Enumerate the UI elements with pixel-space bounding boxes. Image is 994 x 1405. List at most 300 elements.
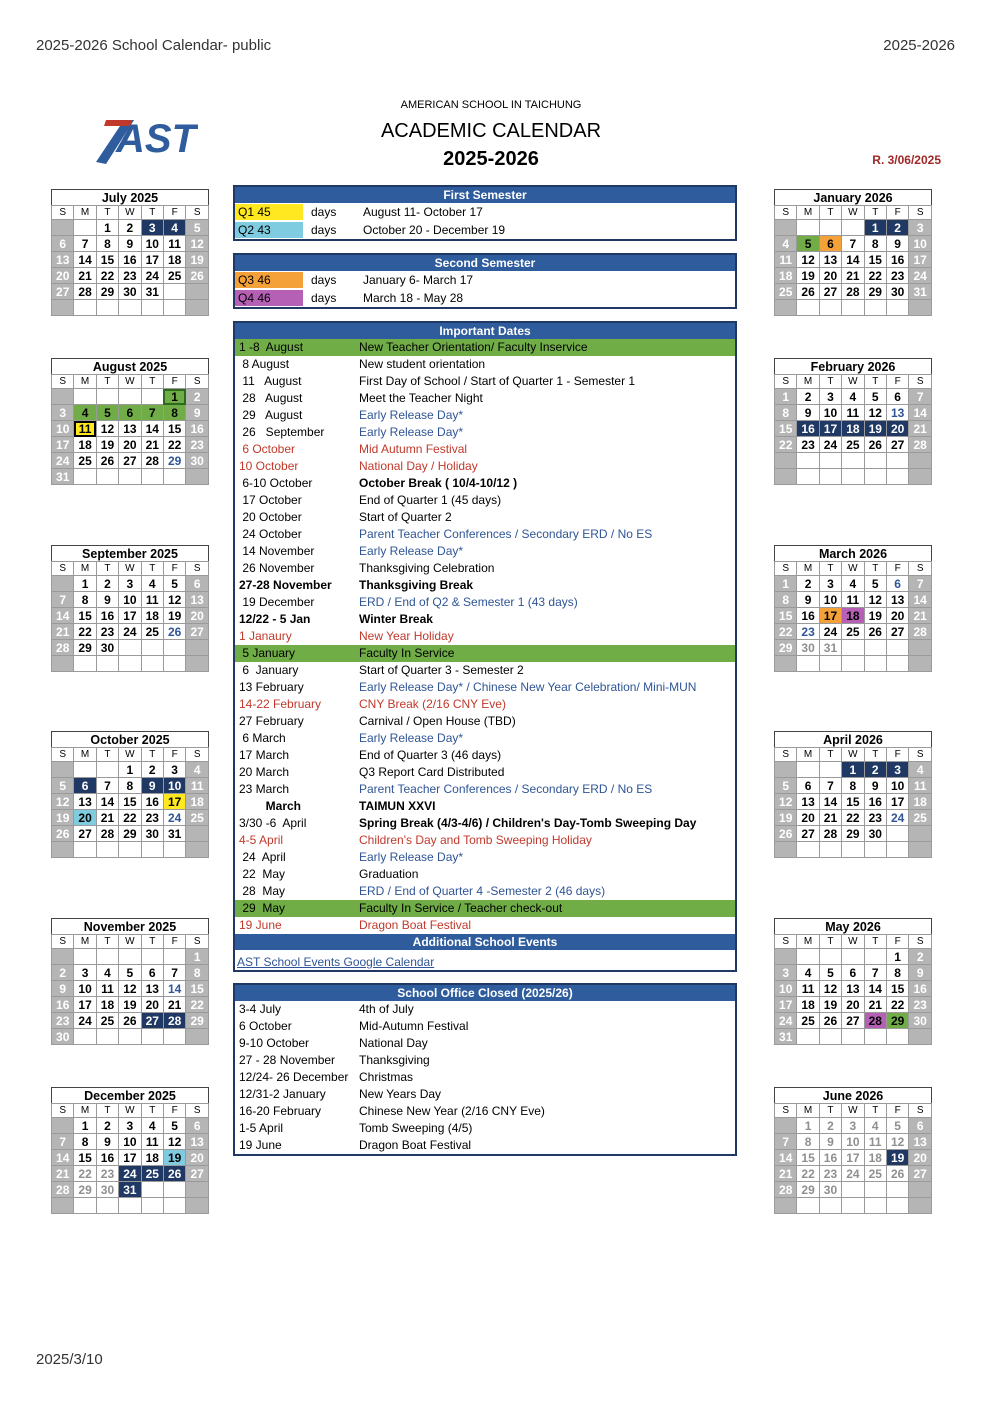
calendar-day (909, 1198, 932, 1214)
calendar-day: 7 (842, 236, 864, 252)
calendar-day: 21 (52, 1166, 74, 1182)
calendar-day: 13 (186, 592, 209, 608)
calendar-day: 24 (819, 624, 841, 640)
calendar-day: 22 (186, 997, 209, 1013)
calendar-day (141, 640, 163, 656)
calendar-day (909, 826, 932, 842)
weekday-header: S (186, 1104, 209, 1118)
calendar-day: 27 (186, 624, 209, 640)
calendar-day: 31 (163, 826, 185, 842)
calendar-day (909, 1182, 932, 1198)
calendar-day: 27 (886, 437, 908, 453)
calendar-day (141, 842, 163, 858)
calendar-day: 5 (886, 1118, 908, 1134)
important-date: 26 November (239, 561, 315, 575)
calendar-day: 5 (819, 965, 841, 981)
calendar-day: 5 (119, 965, 141, 981)
calendar-day: 6 (797, 778, 819, 794)
calendar-day (119, 469, 141, 485)
important-event: Early Release Day* (359, 731, 464, 745)
calendar-day (96, 1029, 118, 1045)
important-date-row (235, 611, 735, 628)
calendar-day: 10 (163, 778, 185, 794)
calendar-day: 8 (775, 405, 797, 421)
calendar-day: 12 (775, 794, 797, 810)
calendar-day (886, 1029, 908, 1045)
calendar-day: 8 (163, 405, 185, 421)
calendar-day: 27 (141, 1013, 163, 1029)
calendar-day: 28 (842, 284, 864, 300)
calendar-day (186, 842, 209, 858)
calendar-day (842, 220, 864, 236)
calendar-day: 21 (842, 268, 864, 284)
calendar-day (775, 220, 797, 236)
weekday-header: F (886, 748, 908, 762)
calendar-day: 21 (52, 624, 74, 640)
important-date: 14-22 February (239, 697, 322, 711)
days-label: days (311, 291, 337, 305)
office-closed-event: Thanksgiving (359, 1053, 430, 1067)
calendar-day: 15 (775, 421, 797, 437)
calendar-day: 18 (797, 997, 819, 1013)
calendar-day (886, 842, 908, 858)
calendar-day: 18 (909, 794, 932, 810)
calendar-day: 15 (797, 1150, 819, 1166)
calendar-day: 24 (163, 810, 185, 826)
calendar-day: 17 (141, 252, 163, 268)
calendar-day (74, 300, 96, 316)
calendar-day (797, 949, 819, 965)
weekday-header: W (842, 375, 864, 389)
weekday-header: S (775, 935, 797, 949)
calendar-day: 4 (842, 389, 864, 405)
second-semester-heading: Second Semester (235, 255, 735, 271)
google-calendar-link[interactable]: AST School Events Google Calendar (237, 955, 435, 969)
semester-row-q3 (235, 271, 735, 289)
calendar-day: 7 (52, 592, 74, 608)
important-date-row (235, 339, 735, 356)
calendar-day (186, 1198, 209, 1214)
weekday-header: S (909, 206, 932, 220)
calendar-day: 3 (52, 405, 74, 421)
calendar-day: 5 (864, 389, 886, 405)
calendar-day: 30 (186, 453, 209, 469)
office-closed-date: 12/31-2 January (239, 1087, 326, 1101)
calendar-day: 17 (119, 1150, 141, 1166)
calendar-day: 5 (797, 236, 819, 252)
calendar-day: 30 (96, 640, 118, 656)
calendar-day (864, 1029, 886, 1045)
calendar-day (909, 842, 932, 858)
weekday-header: T (96, 562, 118, 576)
calendar-day: 19 (797, 268, 819, 284)
calendar-day: 29 (797, 1182, 819, 1198)
calendar-day: 18 (842, 421, 864, 437)
calendar-month-title: November 2025 (52, 919, 209, 935)
calendar-day (186, 300, 209, 316)
calendar-day: 20 (119, 437, 141, 453)
office-closed-row (235, 1001, 735, 1018)
calendar-day: 24 (119, 624, 141, 640)
calendar-day: 22 (886, 997, 908, 1013)
calendar-day: 10 (819, 405, 841, 421)
weekday-header: F (886, 206, 908, 220)
calendar-day: 30 (119, 284, 141, 300)
important-date-row (235, 849, 735, 866)
important-date: 29 August (239, 408, 303, 422)
calendar-day (96, 389, 118, 405)
calendar-month-title: August 2025 (52, 359, 209, 375)
calendar-day: 28 (52, 640, 74, 656)
weekday-header: T (141, 562, 163, 576)
calendar-day: 11 (909, 778, 932, 794)
calendar-day: 19 (119, 997, 141, 1013)
important-date-row (235, 696, 735, 713)
important-event: Early Release Day* (359, 850, 464, 864)
calendar-day: 9 (864, 778, 886, 794)
calendar-day (797, 656, 819, 672)
important-event: End of Quarter 1 (45 days) (359, 493, 502, 507)
calendar-day (52, 300, 74, 316)
calendar-day: 31 (775, 1029, 797, 1045)
weekday-header: S (909, 935, 932, 949)
calendar-day: 2 (119, 220, 141, 236)
important-event: New student orientation (359, 357, 486, 371)
calendar-day (52, 1118, 74, 1134)
calendar-day (163, 842, 185, 858)
important-date: 8 August (239, 357, 290, 371)
calendar-day (775, 656, 797, 672)
calendar-day: 4 (909, 762, 932, 778)
calendar-day: 8 (775, 592, 797, 608)
calendar-day (163, 284, 185, 300)
calendar-day: 15 (886, 981, 908, 997)
calendar-day: 6 (819, 236, 841, 252)
calendar-day: 24 (775, 1013, 797, 1029)
important-event: Early Release Day* (359, 408, 464, 422)
calendar-day: 18 (842, 608, 864, 624)
calendar-day: 21 (775, 1166, 797, 1182)
calendar-day (775, 469, 797, 485)
important-date-row (235, 866, 735, 883)
calendar-day: 10 (775, 981, 797, 997)
semester-row-q4 (235, 289, 735, 307)
calendar-day: 2 (886, 220, 908, 236)
calendar-day: 11 (864, 1134, 886, 1150)
calendar-day: 8 (842, 778, 864, 794)
important-event: CNY Break (2/16 CNY Eve) (359, 697, 506, 711)
calendar-day (74, 949, 96, 965)
calendar-day: 27 (74, 826, 96, 842)
calendar-day: 10 (886, 778, 908, 794)
calendar-day: 6 (842, 965, 864, 981)
calendar-day (52, 1198, 74, 1214)
calendar-day (842, 949, 864, 965)
calendar-day (186, 640, 209, 656)
weekday-header: S (52, 375, 74, 389)
calendar-day (96, 300, 118, 316)
calendar-day: 18 (186, 794, 209, 810)
calendar-day: 3 (775, 965, 797, 981)
calendar-day: 8 (74, 592, 96, 608)
calendar-day: 20 (52, 268, 74, 284)
calendar-day (96, 762, 118, 778)
calendar-day: 11 (141, 592, 163, 608)
important-date-row (235, 645, 735, 662)
weekday-header: F (163, 562, 185, 576)
calendar-day: 1 (775, 389, 797, 405)
weekday-header: S (909, 748, 932, 762)
calendar-day (886, 469, 908, 485)
calendar-day: 26 (186, 268, 209, 284)
calendar-day (819, 469, 841, 485)
calendar-day: 12 (96, 421, 118, 437)
calendar-day: 2 (909, 949, 932, 965)
important-date-row (235, 492, 735, 509)
office-closed-event: National Day (359, 1036, 428, 1050)
calendar-day: 9 (819, 1134, 841, 1150)
weekday-header: T (141, 206, 163, 220)
calendar-day: 30 (797, 640, 819, 656)
calendar-day: 26 (775, 826, 797, 842)
important-date-row (235, 509, 735, 526)
office-closed-row (235, 1103, 735, 1120)
page-header-left: 2025-2026 School Calendar- public (36, 37, 272, 54)
calendar-day: 23 (96, 1166, 118, 1182)
second-semester-panel (233, 253, 737, 309)
calendar-day: 7 (909, 389, 932, 405)
calendar-day: 24 (842, 1166, 864, 1182)
calendar-day: 17 (74, 997, 96, 1013)
important-date: 17 October (239, 493, 302, 507)
calendar-day: 20 (819, 268, 841, 284)
calendar-day: 18 (163, 252, 185, 268)
calendar-day: 25 (186, 810, 209, 826)
calendar-day: 16 (797, 608, 819, 624)
calendar-day: 24 (819, 437, 841, 453)
calendar-april-2026 (774, 731, 932, 858)
calendar-day: 25 (864, 1166, 886, 1182)
weekday-header: T (141, 935, 163, 949)
calendar-day: 9 (119, 236, 141, 252)
calendar-day (186, 284, 209, 300)
important-date: 29 May (239, 901, 286, 915)
calendar-month-title: March 2026 (775, 546, 932, 562)
calendar-day: 30 (909, 1013, 932, 1029)
important-dates-heading: Important Dates (235, 323, 735, 339)
calendar-day (96, 469, 118, 485)
weekday-header: T (141, 748, 163, 762)
weekday-header: M (74, 375, 96, 389)
calendar-day: 14 (909, 405, 932, 421)
calendar-day: 20 (186, 1150, 209, 1166)
calendar-day (119, 389, 141, 405)
important-event: Thanksgiving Break (359, 578, 474, 592)
calendar-day: 25 (74, 453, 96, 469)
calendar-day (819, 220, 841, 236)
calendar-day: 4 (864, 1118, 886, 1134)
weekday-header: W (842, 206, 864, 220)
weekday-header: W (842, 935, 864, 949)
calendar-day (96, 842, 118, 858)
calendar-day: 22 (864, 268, 886, 284)
office-closed-panel (233, 983, 737, 1156)
calendar-day: 25 (842, 624, 864, 640)
weekday-header: M (74, 562, 96, 576)
important-event: Carnival / Open House (TBD) (359, 714, 516, 728)
calendar-day (819, 1029, 841, 1045)
calendar-day: 31 (819, 640, 841, 656)
calendar-day: 1 (775, 576, 797, 592)
calendar-day (52, 220, 74, 236)
calendar-day: 13 (886, 405, 908, 421)
important-event: October Break ( 10/4-10/12 ) (359, 476, 518, 490)
calendar-day: 15 (864, 252, 886, 268)
calendar-day (74, 1029, 96, 1045)
calendar-day (842, 300, 864, 316)
calendar-day: 17 (119, 608, 141, 624)
calendar-january-2026 (774, 189, 932, 316)
calendar-day (52, 762, 74, 778)
calendar-day: 8 (186, 965, 209, 981)
important-event: Faculty In Service (359, 646, 455, 660)
calendar-day (186, 826, 209, 842)
calendar-day: 19 (163, 1150, 185, 1166)
important-date: 26 September (239, 425, 325, 439)
calendar-day: 13 (797, 794, 819, 810)
calendar-day (842, 1182, 864, 1198)
calendar-day: 9 (909, 965, 932, 981)
calendar-day: 16 (909, 981, 932, 997)
calendar-day: 23 (119, 268, 141, 284)
office-closed-date: 1-5 April (239, 1121, 284, 1135)
calendar-day (797, 469, 819, 485)
calendar-day (141, 1029, 163, 1045)
weekday-header: S (52, 562, 74, 576)
weekday-header: S (186, 206, 209, 220)
important-event: End of Quarter 3 (46 days) (359, 748, 502, 762)
calendar-day: 25 (96, 1013, 118, 1029)
calendar-day: 16 (819, 1150, 841, 1166)
calendar-day (797, 300, 819, 316)
calendar-day (775, 1198, 797, 1214)
weekday-header: F (886, 935, 908, 949)
calendar-day: 25 (775, 284, 797, 300)
important-event: Faculty In Service / Teacher check-out (359, 901, 563, 915)
office-closed-event: Tomb Sweeping (4/5) (359, 1121, 473, 1135)
calendar-day: 29 (186, 1013, 209, 1029)
quarter-range: March 18 - May 28 (363, 291, 464, 305)
calendar-day: 26 (797, 284, 819, 300)
semester-row-q2 (235, 221, 735, 239)
calendar-day (842, 1198, 864, 1214)
calendar-day: 28 (74, 284, 96, 300)
office-closed-row (235, 1052, 735, 1069)
calendar-day: 29 (842, 826, 864, 842)
office-closed-date: 19 June (239, 1138, 282, 1152)
calendar-november-2025 (51, 918, 209, 1045)
calendar-july-2025 (51, 189, 209, 316)
calendar-day: 21 (909, 421, 932, 437)
calendar-day: 12 (864, 592, 886, 608)
calendar-day (52, 842, 74, 858)
calendar-day: 20 (141, 997, 163, 1013)
important-date: 6 October (239, 442, 296, 456)
important-date-row (235, 832, 735, 849)
calendar-day: 17 (842, 1150, 864, 1166)
important-date: 23 March (239, 782, 290, 796)
calendar-day: 24 (909, 268, 932, 284)
calendar-day: 4 (163, 220, 185, 236)
calendar-day: 19 (96, 437, 118, 453)
calendar-day: 13 (886, 592, 908, 608)
calendar-day: 28 (96, 826, 118, 842)
weekday-header: S (52, 1104, 74, 1118)
calendar-day: 2 (52, 965, 74, 981)
calendar-day: 29 (74, 640, 96, 656)
important-date: 12/22 - 5 Jan (239, 612, 311, 626)
calendar-month-title: February 2026 (775, 359, 932, 375)
calendar-day (909, 300, 932, 316)
calendar-day: 14 (842, 252, 864, 268)
important-event: Winter Break (359, 612, 433, 626)
calendar-day: 1 (797, 1118, 819, 1134)
weekday-header: F (163, 748, 185, 762)
calendar-day (74, 389, 96, 405)
calendar-day (74, 469, 96, 485)
calendar-day: 24 (52, 453, 74, 469)
calendar-day: 26 (163, 1166, 185, 1182)
office-closed-date: 9-10 October (239, 1036, 310, 1050)
calendar-may-2026 (774, 918, 932, 1045)
calendar-day: 19 (819, 997, 841, 1013)
calendar-day (163, 469, 185, 485)
calendar-day: 20 (886, 608, 908, 624)
important-date-row (235, 424, 735, 441)
calendar-day (886, 656, 908, 672)
calendar-day (163, 300, 185, 316)
important-date-row (235, 543, 735, 560)
calendar-day: 29 (886, 1013, 908, 1029)
calendar-day (186, 469, 209, 485)
calendar-day: 15 (119, 794, 141, 810)
important-event: Graduation (359, 867, 419, 881)
calendar-day: 13 (52, 252, 74, 268)
important-date: 19 December (239, 595, 315, 609)
calendar-day (797, 453, 819, 469)
office-closed-date: 27 - 28 November (239, 1053, 336, 1067)
office-closed-row (235, 1086, 735, 1103)
office-closed-row (235, 1137, 735, 1154)
calendar-day: 9 (96, 592, 118, 608)
calendar-day (52, 389, 74, 405)
calendar-day (52, 576, 74, 592)
calendar-day: 10 (842, 1134, 864, 1150)
semester-row-q1 (235, 203, 735, 221)
calendar-day: 28 (819, 826, 841, 842)
important-event: Spring Break (4/3-4/6) / Children's Day-Tomb Sweeping Day (359, 816, 697, 830)
calendar-day: 12 (186, 236, 209, 252)
important-date-row (235, 390, 735, 407)
calendar-day: 28 (52, 1182, 74, 1198)
quarter-label: Q2 43 (235, 222, 303, 238)
important-date: 20 March (239, 765, 290, 779)
weekday-header: T (96, 748, 118, 762)
weekday-header: T (819, 748, 841, 762)
calendar-day: 19 (775, 810, 797, 826)
calendar-day (886, 640, 908, 656)
important-date: March (239, 799, 302, 813)
